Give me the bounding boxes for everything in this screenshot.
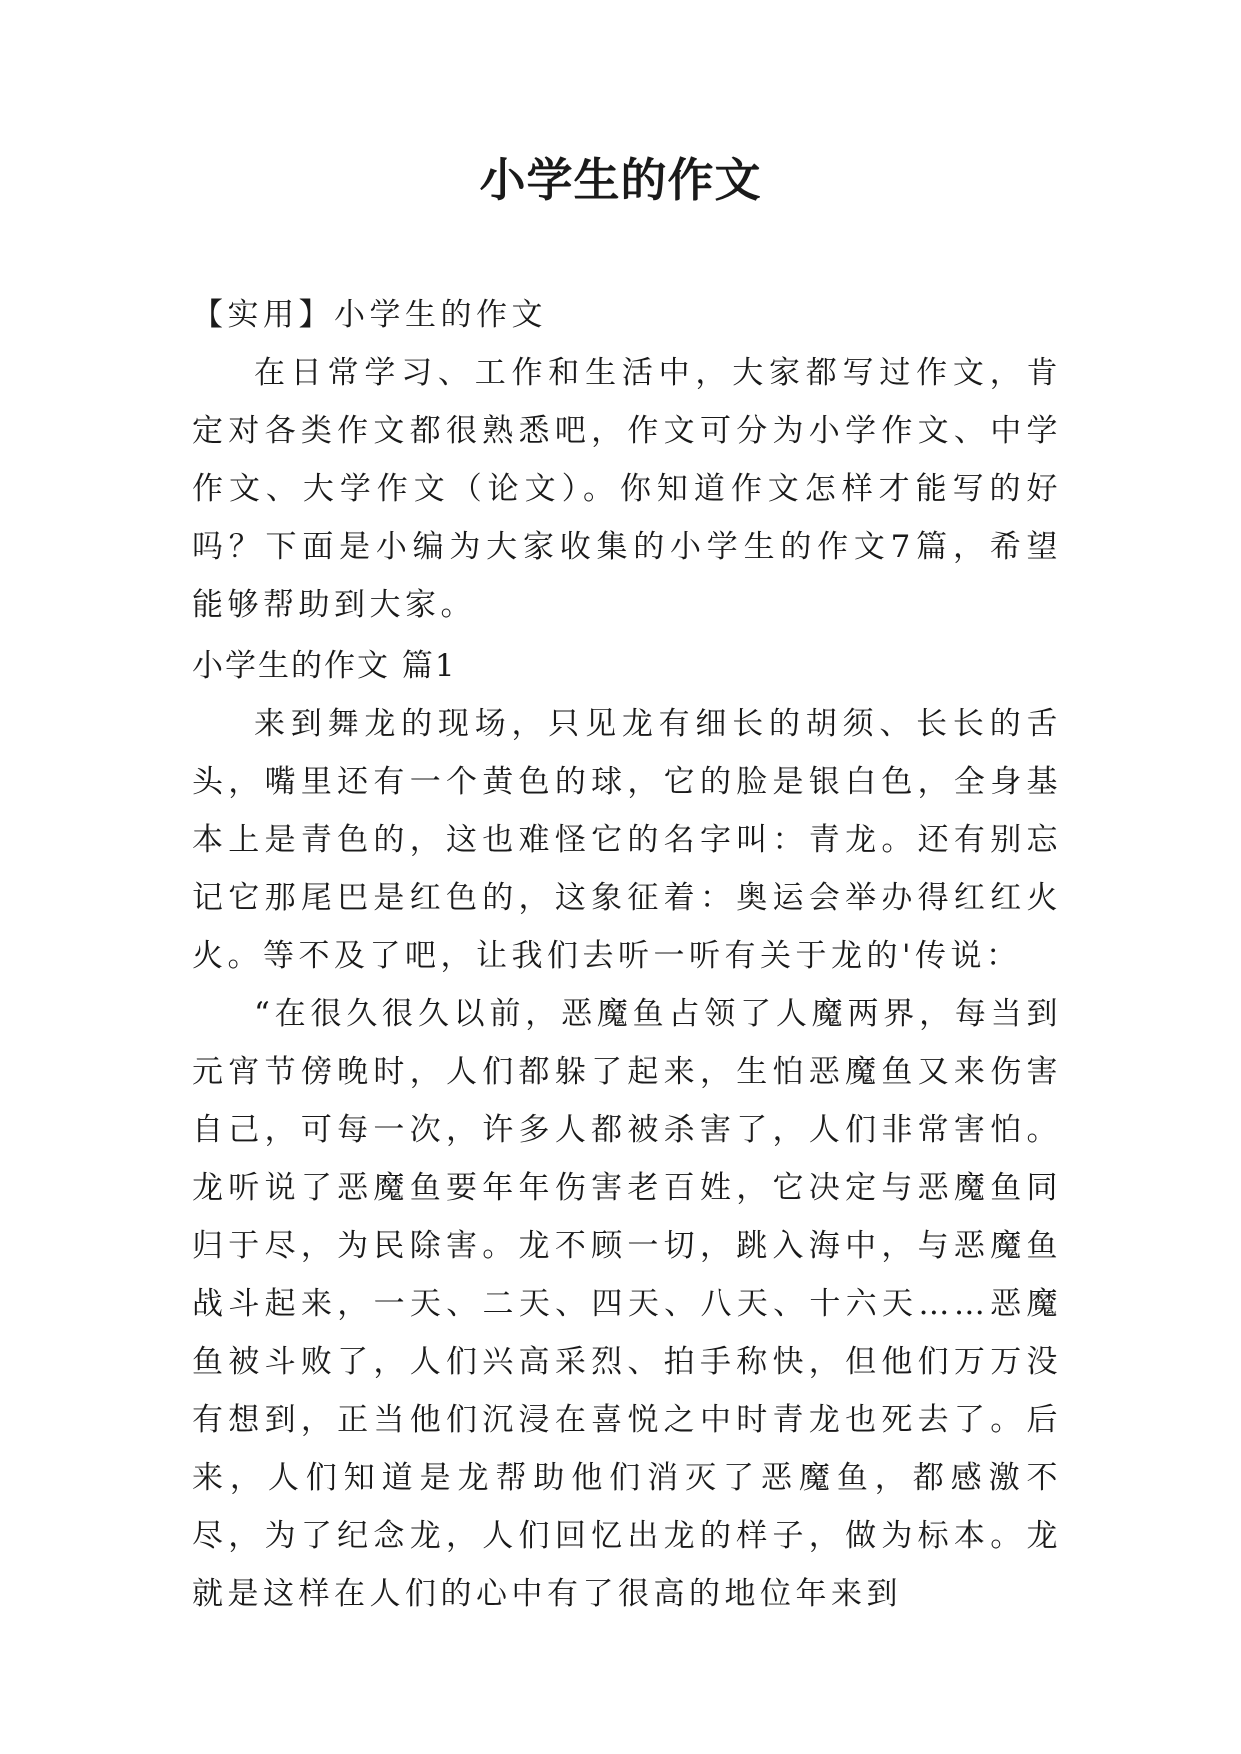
section-body bbox=[192, 695, 1062, 1623]
section-heading: 小学生的作文 篇1 bbox=[192, 648, 457, 684]
document-subtitle: 【实用】小学生的作文 bbox=[192, 297, 547, 333]
intro-paragraph: 在日常学习、工作和生活中，大家都写过作文，肯定对各类作文都很熟悉吧，作文可分为小学作文、中学作文、大学作文（论文）。你知道作文怎样才能写的好吗？下面是小编为大家收集的小学生的作文7篇，希望能够帮助到大家。 bbox=[192, 355, 1062, 623]
body-paragraph: 来到舞龙的现场，只见龙有细长的胡须、长长的舌头，嘴里还有一个黄色的球，它的脸是银白色，全身基本上是青色的，这也难怪它的名字叫：青龙。还有别忘记它那尾巴是红色的，这象征着：奥运会举办得红红火火。等不及了吧，让我们去听一听有关于龙的'传说： bbox=[192, 706, 1062, 974]
body-paragraph: “在很久很久以前，恶魔鱼占领了人魔两界，每当到元宵节傍晚时，人们都躲了起来，生怕恶魔鱼又来伤害自己，可每一次，许多人都被杀害了，人们非常害怕。龙听说了恶魔鱼要年年伤害老百姓，它决定与恶魔鱼同归于尽，为民除害。龙不顾一切，跳入海中，与恶魔鱼战斗起来，一天、二天、四天、八天、十六天……恶魔鱼被斗败了，人们兴高采烈、拍手称快，但他们万万没有想到，正当他们沉浸在喜悦之中时青龙也死去了。后来，人们知道是龙帮助他们消灭了恶魔鱼，都感激不尽，为了纪念龙，人们回忆出龙的样子，做为标本。龙就是这样在人们的心中有了很高的地位年来到 bbox=[192, 996, 1062, 1612]
document-title: 小学生的作文 bbox=[479, 153, 762, 207]
intro-section bbox=[192, 344, 1062, 634]
